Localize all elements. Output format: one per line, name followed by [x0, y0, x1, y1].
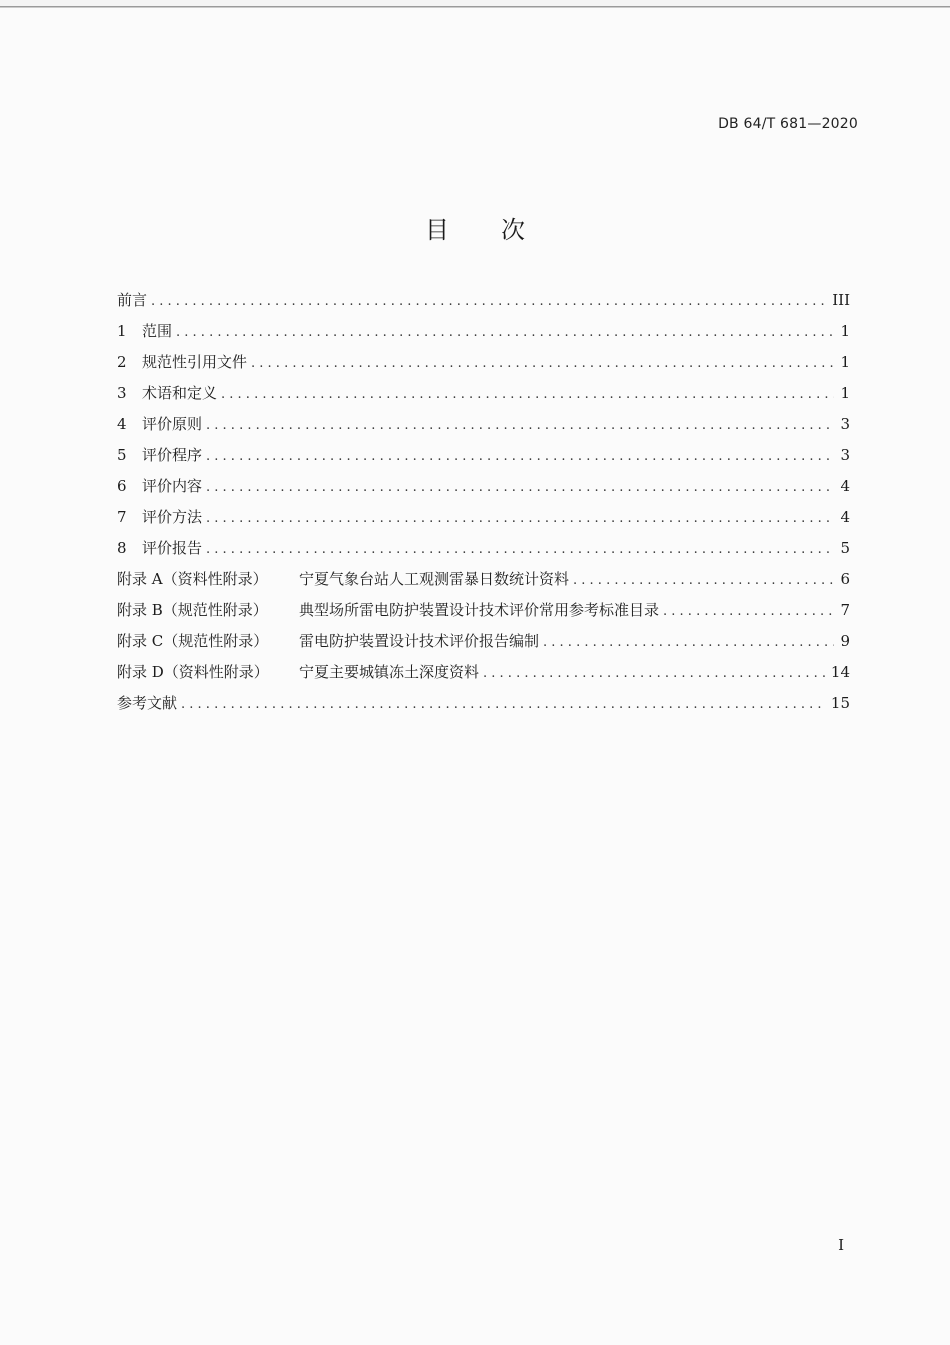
- toc-entry-page: 14: [830, 663, 850, 681]
- toc-entry-4[interactable]: [117, 412, 850, 443]
- toc-leader-dots: [206, 538, 834, 562]
- toc-entry-page: 1: [840, 353, 850, 371]
- toc-entry-title: 评价原则: [142, 415, 203, 433]
- toc-leader-dots: [543, 631, 834, 655]
- page-title: 目次: [425, 216, 577, 244]
- toc-entry-2[interactable]: [117, 350, 850, 381]
- toc-leader-dots: [483, 662, 825, 686]
- toc-entry-title: 评价程序: [142, 446, 203, 464]
- toc-entry-page: 4: [840, 508, 850, 526]
- toc-entry-page: 1: [840, 384, 850, 402]
- toc-entry-page: 1: [840, 322, 850, 340]
- toc-entry-page: 5: [840, 539, 850, 557]
- toc-leader-dots: [206, 476, 834, 500]
- toc-entry-references[interactable]: [117, 691, 850, 722]
- toc-entry-title: 雷电防护装置设计技术评价报告编制: [299, 632, 540, 650]
- toc-entry-appendix-d[interactable]: [117, 660, 850, 691]
- toc-entry-6[interactable]: [117, 474, 850, 505]
- toc-entry-title: 前言: [117, 291, 148, 309]
- toc-appendix-label: 附录 C（规范性附录）: [117, 632, 269, 650]
- toc-entry-foreword[interactable]: [117, 288, 850, 319]
- toc-entry-title: 评价内容: [142, 477, 203, 495]
- toc-leader-dots: [176, 321, 834, 345]
- page-number: I: [838, 1236, 844, 1254]
- toc-entry-title: 宁夏主要城镇冻土深度资料: [299, 663, 480, 681]
- toc-entry-number: 7: [117, 508, 127, 526]
- toc-leader-dots: [221, 383, 834, 407]
- toc-entry-title: 评价方法: [142, 508, 203, 526]
- toc-appendix-label: 附录 A（资料性附录）: [117, 570, 268, 588]
- toc-entry-page: 7: [840, 601, 850, 619]
- toc-entry-number: 6: [117, 477, 127, 495]
- toc-entry-title: 典型场所雷电防护装置设计技术评价常用参考标准目录: [299, 601, 660, 619]
- toc-entry-page: 6: [840, 570, 850, 588]
- toc-entry-7[interactable]: [117, 505, 850, 536]
- toc-entry-number: 8: [117, 539, 127, 557]
- toc-entry-page: 3: [840, 446, 850, 464]
- toc-entry-appendix-a[interactable]: [117, 567, 850, 598]
- toc-entry-title: 宁夏气象台站人工观测雷暴日数统计资料: [299, 570, 570, 588]
- toc-entry-number: 2: [117, 353, 127, 371]
- toc-leader-dots: [663, 600, 834, 624]
- toc-entry-3[interactable]: [117, 381, 850, 412]
- toc-entry-title: 术语和定义: [142, 384, 218, 402]
- toc-entry-number: 3: [117, 384, 127, 402]
- toc-entry-number: 4: [117, 415, 127, 433]
- toc-entry-number: 1: [117, 322, 127, 340]
- toc-entry-number: 5: [117, 446, 127, 464]
- toc-leader-dots: [206, 414, 834, 438]
- toc-leader-dots: [573, 569, 834, 593]
- toc-appendix-label: 附录 D（资料性附录）: [117, 663, 269, 681]
- toc-leader-dots: [181, 693, 825, 717]
- toc-entry-page: 4: [840, 477, 850, 495]
- toc-entry-appendix-c[interactable]: [117, 629, 850, 660]
- toc-entry-5[interactable]: [117, 443, 850, 474]
- toc-entry-1[interactable]: [117, 319, 850, 350]
- toc-leader-dots: [206, 507, 834, 531]
- document-code: DB 64/T 681—2020: [718, 116, 858, 132]
- toc-leader-dots: [251, 352, 834, 376]
- toc-entry-title: 评价报告: [142, 539, 203, 557]
- toc-entry-page: 9: [840, 632, 850, 650]
- toc-leader-dots: [151, 290, 826, 314]
- toc-appendix-label: 附录 B（规范性附录）: [117, 601, 268, 619]
- toc-entry-appendix-b[interactable]: [117, 598, 850, 629]
- scan-top-edge: [0, 0, 950, 12]
- toc-leader-dots: [206, 445, 834, 469]
- toc-entry-title: 参考文献: [117, 694, 178, 712]
- toc-entry-title: 规范性引用文件: [142, 353, 248, 371]
- toc-entry-title: 范围: [142, 322, 173, 340]
- toc-entry-page: 3: [840, 415, 850, 433]
- table-of-contents: [117, 288, 850, 722]
- toc-entry-8[interactable]: [117, 536, 850, 567]
- toc-entry-page: III: [832, 291, 850, 309]
- toc-entry-page: 15: [830, 694, 850, 712]
